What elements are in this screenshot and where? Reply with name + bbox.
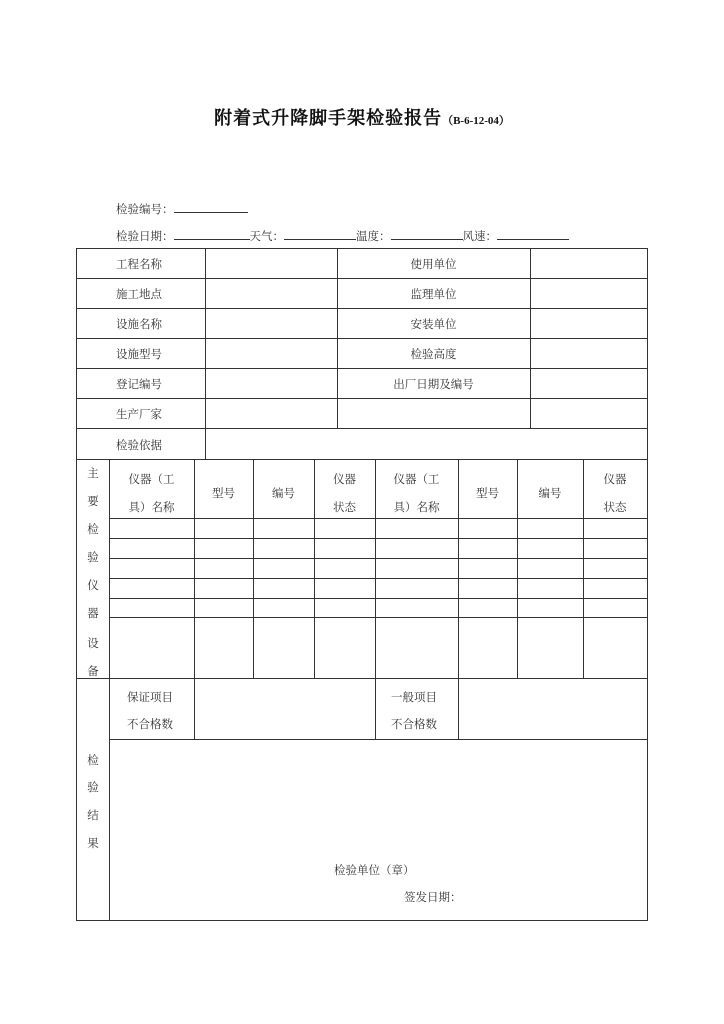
col-header-number: 编号 xyxy=(272,486,295,500)
section-char: 要 xyxy=(87,494,99,508)
section-char: 检 xyxy=(87,753,99,767)
col-header-status: 仪器 xyxy=(603,472,627,486)
date-label: 检验日期： xyxy=(116,229,174,243)
row-divider xyxy=(76,398,648,399)
table-border-right xyxy=(647,248,648,921)
section-char: 检 xyxy=(87,522,99,536)
col-header-name: 仪器（工 xyxy=(393,472,440,486)
col-divider xyxy=(583,459,584,678)
title-code: （B-6-12-04） xyxy=(442,115,510,127)
col-divider xyxy=(375,678,376,739)
col-header-name: 仪器（工 xyxy=(128,472,175,486)
col-divider xyxy=(194,678,195,739)
row-divider xyxy=(76,459,648,460)
info-label: 安装单位 xyxy=(410,317,457,331)
col-header-status: 仪器 xyxy=(333,472,356,486)
row-divider xyxy=(109,578,648,579)
basis-label: 检验依据 xyxy=(116,438,162,452)
table-border-top xyxy=(76,248,648,249)
info-label: 生产厂家 xyxy=(116,407,162,421)
col-header-model: 型号 xyxy=(476,486,499,500)
section-char: 仪 xyxy=(87,578,99,592)
table-border-left xyxy=(76,248,77,921)
info-label: 登记编号 xyxy=(116,377,162,391)
row-divider xyxy=(109,739,648,740)
row-divider xyxy=(109,617,648,618)
col-header-name: 具）名称 xyxy=(393,500,440,514)
info-label: 工程名称 xyxy=(116,257,162,271)
row-divider xyxy=(109,598,648,599)
info-label: 使用单位 xyxy=(410,257,457,271)
wind-label: 风速： xyxy=(462,229,497,243)
info-label: 检验高度 xyxy=(410,347,457,361)
col-divider xyxy=(337,248,338,428)
row-divider xyxy=(109,558,648,559)
row-divider xyxy=(76,368,648,369)
issue-date-label: 签发日期： xyxy=(404,890,462,904)
info-label: 出厂日期及编号 xyxy=(393,377,474,391)
col-header-name: 具）名称 xyxy=(128,500,175,514)
info-label: 设施型号 xyxy=(116,347,162,361)
section-char: 备 xyxy=(87,664,99,678)
section-char: 结 xyxy=(87,808,99,822)
section-label-divider xyxy=(109,459,110,921)
col-header-model: 型号 xyxy=(212,486,235,500)
row-divider xyxy=(109,518,648,519)
weather-label: 天气： xyxy=(249,229,284,243)
title-main: 附着式升降脚手架检验报告 xyxy=(214,108,443,129)
guarantee-label: 不合格数 xyxy=(127,717,173,731)
inspection-unit-seal: 检验单位（章） xyxy=(334,863,415,877)
col-header-number: 编号 xyxy=(538,486,562,500)
col-header-status: 状态 xyxy=(333,500,356,514)
section-char: 验 xyxy=(87,780,99,794)
row-divider xyxy=(76,278,648,279)
row-divider xyxy=(76,428,648,429)
col-divider xyxy=(458,678,459,739)
col-header-status: 状态 xyxy=(603,500,627,514)
col-divider xyxy=(375,459,376,678)
section-divider xyxy=(76,678,648,679)
guarantee-label: 保证项目 xyxy=(127,690,173,704)
general-label: 一般项目 xyxy=(391,690,437,704)
info-label: 施工地点 xyxy=(116,287,162,301)
section-char: 设 xyxy=(87,636,99,650)
section-char: 验 xyxy=(87,550,99,564)
info-label: 设施名称 xyxy=(116,317,162,331)
temperature-label: 温度： xyxy=(356,229,391,243)
row-divider xyxy=(76,338,648,339)
section-char: 主 xyxy=(87,466,99,480)
section-char: 果 xyxy=(87,836,99,850)
section-char: 器 xyxy=(87,606,99,620)
general-label: 不合格数 xyxy=(391,717,437,731)
table-border-bottom xyxy=(76,920,648,921)
col-divider xyxy=(530,248,531,428)
info-label: 监理单位 xyxy=(410,287,457,301)
row-divider xyxy=(76,308,648,309)
report-number-label: 检验编号： xyxy=(116,202,174,216)
col-divider xyxy=(205,248,206,459)
row-divider xyxy=(109,538,648,539)
col-divider xyxy=(314,459,315,678)
